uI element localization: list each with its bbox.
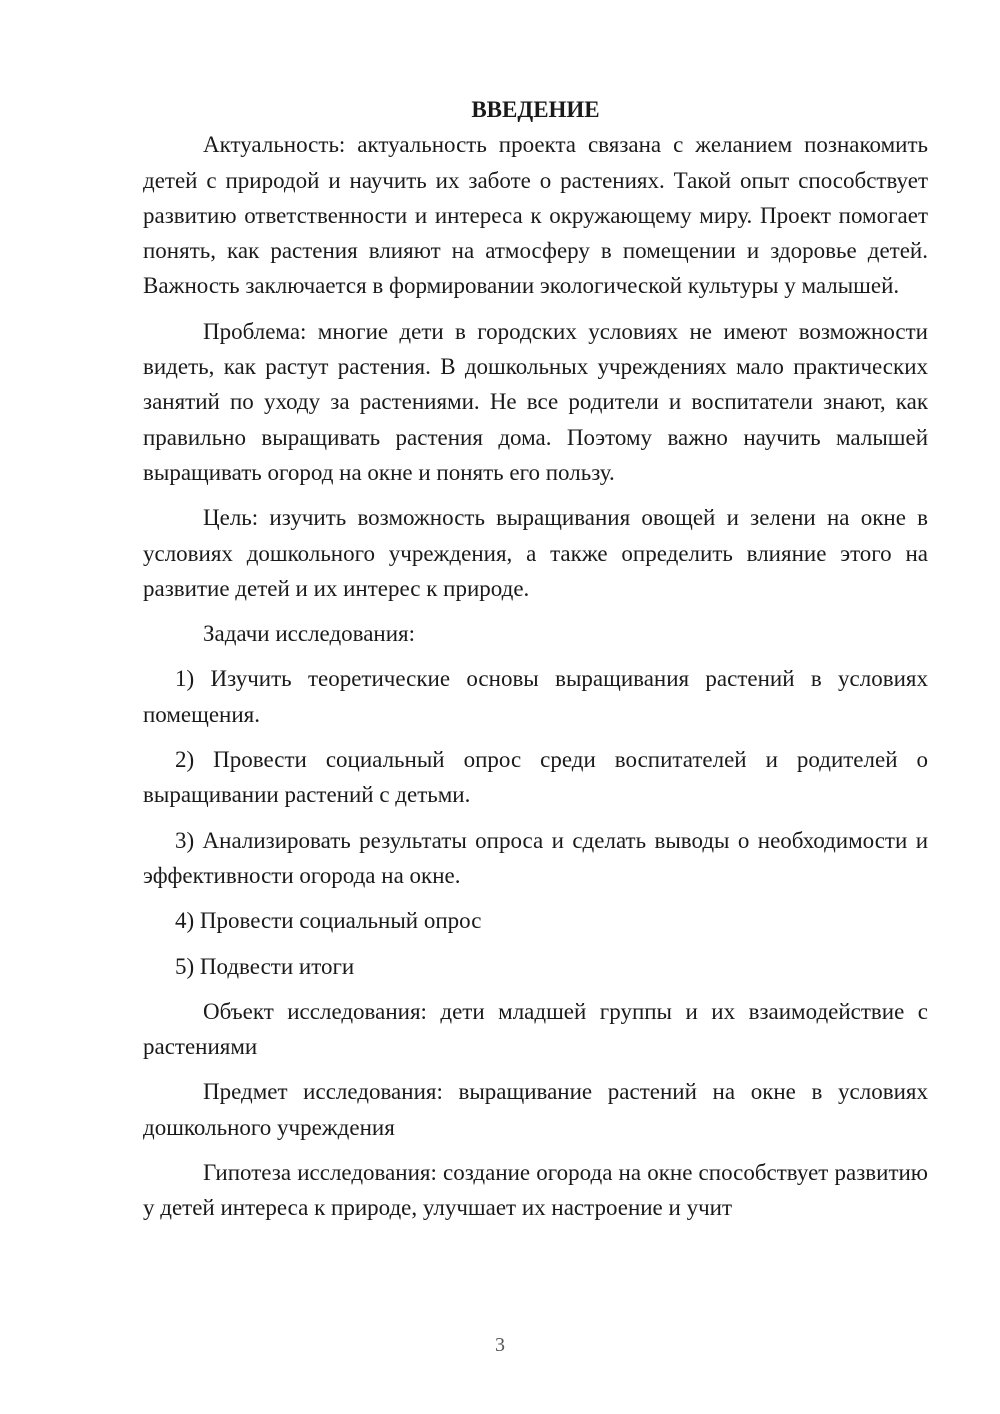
document-body bbox=[143, 92, 928, 1226]
task-item-2: 2) Провести социальный опрос среди воспитателей и родителей о выращивании растений с детьми. bbox=[143, 747, 928, 808]
task-item-3: 3) Анализировать результаты опроса и сделать выводы о необходимости и эффективности огорода на окне. bbox=[143, 827, 928, 888]
task-item-4: 4) Провести социальный опрос bbox=[175, 908, 482, 934]
task-item-5: 5) Подвести итоги bbox=[175, 953, 355, 979]
paragraph-relevance: Актуальность: актуальность проекта связана с желанием познакомить детей с природой и научить их заботе о растениях. Такой опыт способствует развитию ответственности и интереса к окружающему миру. Проект помогает понять, как растения влияют на атмосферу в помещении и здоровье детей. Важность заключается в формировании экологической культуры у малышей. bbox=[143, 132, 928, 299]
paragraph-tasks-heading: Задачи исследования: bbox=[203, 621, 416, 647]
section-heading: ВВЕДЕНИЕ bbox=[471, 97, 600, 122]
task-item-1: 1) Изучить теоретические основы выращивания растений в условиях помещения. bbox=[143, 666, 928, 727]
page-number: 3 bbox=[495, 1334, 505, 1356]
paragraph-hypothesis: Гипотеза исследования: создание огорода на окне способствует развитию у детей интереса к природе, улучшает их настроение и учит bbox=[143, 1160, 928, 1221]
paragraph-object: Объект исследования: дети младшей группы и их взаимодействие с растениями bbox=[143, 998, 928, 1060]
paragraph-problem: Проблема: многие дети в городских условиях не имеют возможности видеть, как растут растения. В дошкольных учреждениях мало практических занятий по уходу за растениями. Не все родители и воспитатели знают, как правильно выращивать растения дома. Поэтому важно научить малышей выращивать огород на окне и понять его пользу. bbox=[143, 318, 928, 485]
paragraph-subject: Предмет исследования: выращивание растений на окне в условиях дошкольного учреждения bbox=[143, 1079, 928, 1140]
paragraph-goal: Цель: изучить возможность выращивания овощей и зелени на окне в условиях дошкольного учреждения, а также определить влияние этого на развитие детей и их интерес к природе. bbox=[143, 505, 928, 601]
